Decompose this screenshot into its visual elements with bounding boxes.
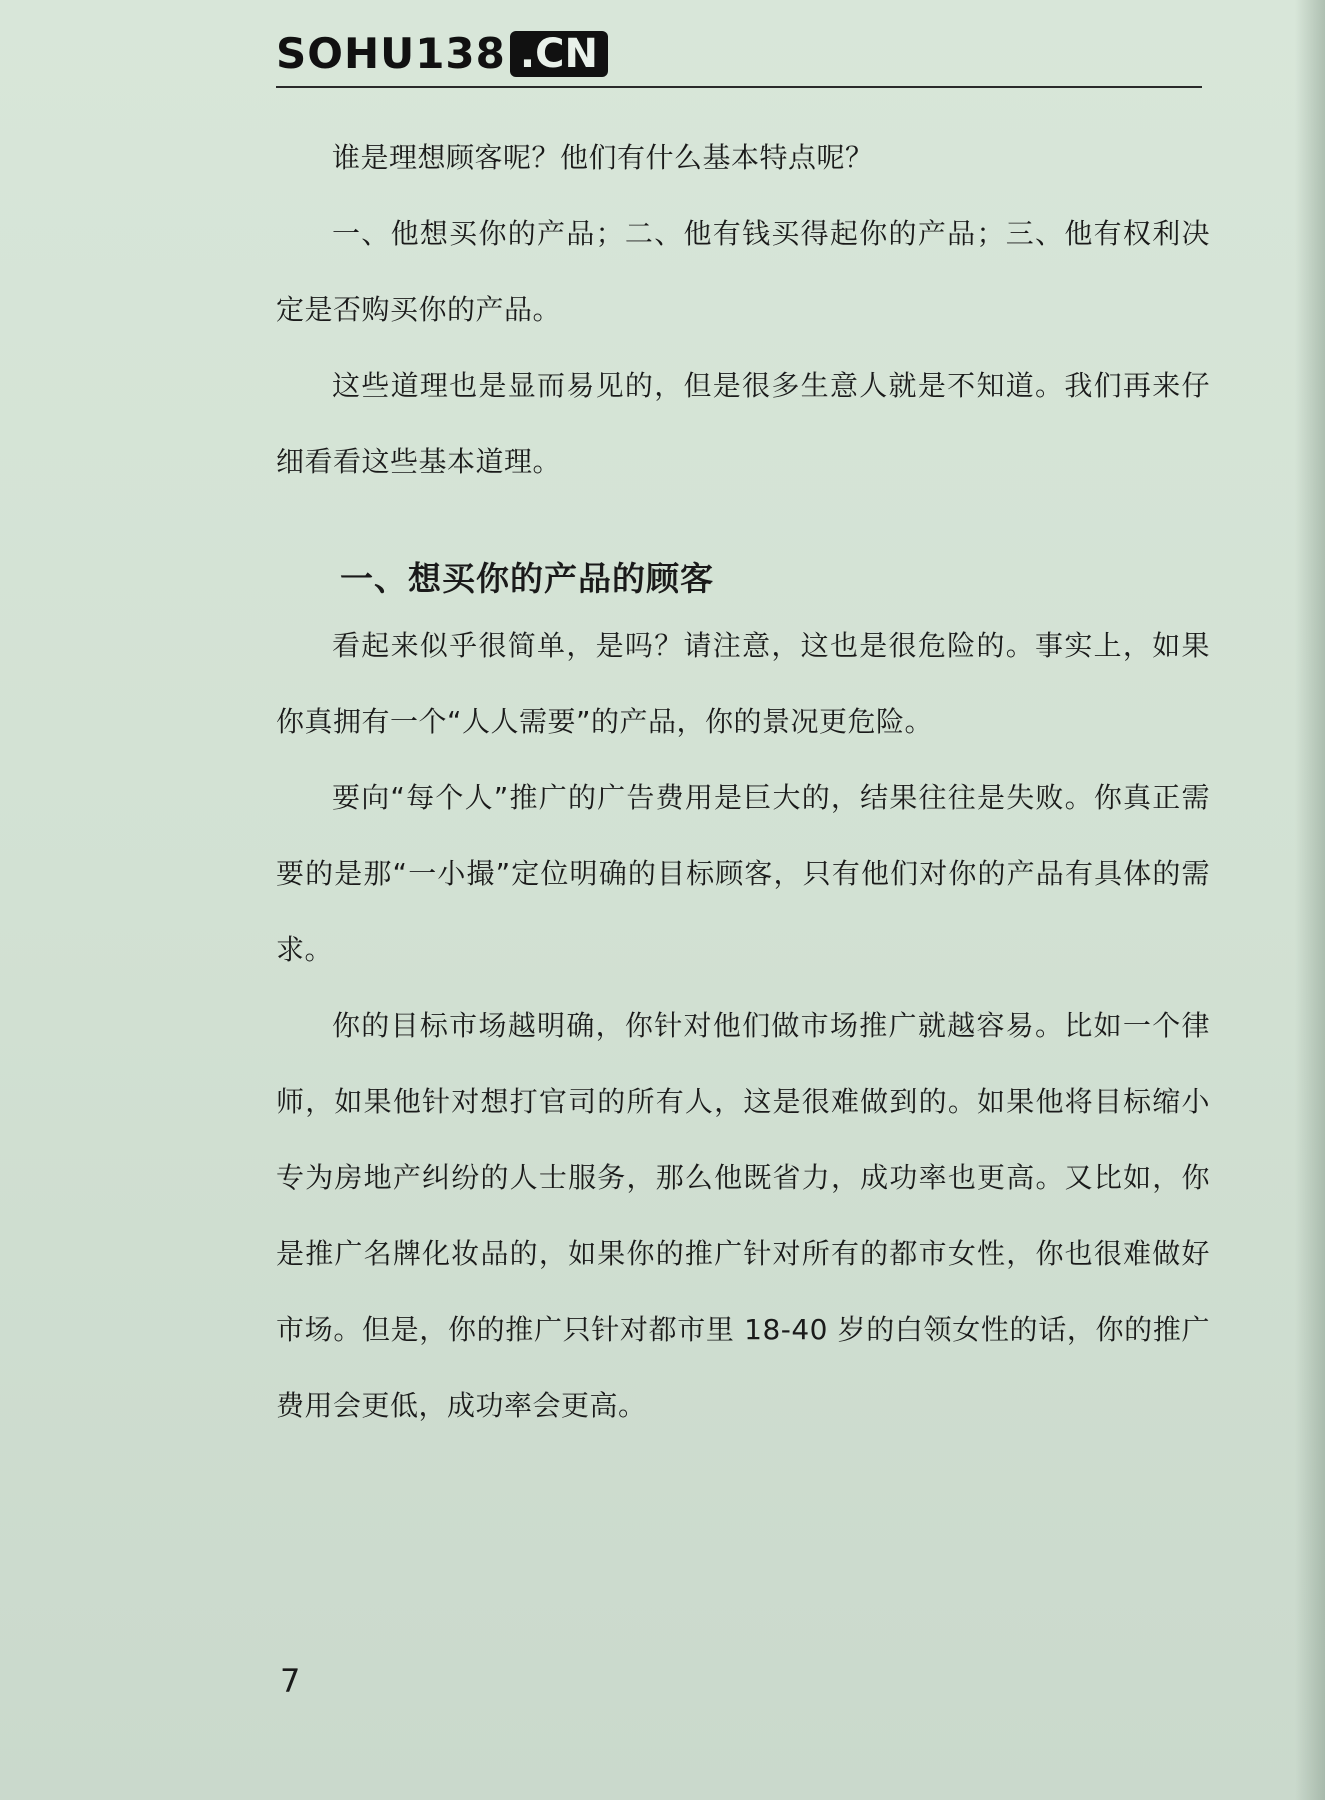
logo-text: SOHU138 <box>276 29 506 78</box>
paragraph: 要向“每个人”推广的广告费用是巨大的，结果往往是失败。你真正需要的是那“一小撮”定位明确的目标顾客，只有他们对你的产品有具体的需求。 <box>276 781 1210 966</box>
paragraph: 你的目标市场越明确，你针对他们做市场推广就越容易。比如一个律师，如果他针对想打官司的所有人，这是很难做到的。如果他将目标缩小专为房地产纠纷的人士服务，那么他既省力，成功率也更高。又比如，你是推广名牌化妆品的，如果你的推广针对所有的都市女性，你也很难做好市场。但是，你的推广只针对都市里 18-40 岁的白领女性的话，你的推广费用会更低，成功率会更高。 <box>276 1009 1210 1422</box>
paragraph: 看起来似乎很简单，是吗？请注意，这也是很危险的。事实上，如果你真拥有一个“人人需要”的产品，你的景况更危险。 <box>276 629 1210 738</box>
section-heading: 一、想买你的产品的顾客 <box>340 559 714 598</box>
header-rule <box>276 86 1202 88</box>
paragraph: 谁是理想顾客呢？他们有什么基本特点呢？ <box>332 141 874 174</box>
page-number: 7 <box>280 1662 301 1700</box>
paragraph: 一、他想买你的产品；二、他有钱买得起你的产品；三、他有权利决定是否购买你的产品。 <box>276 217 1210 326</box>
logo-domain-box: .CN <box>510 31 608 77</box>
paragraph: 这些道理也是显而易见的，但是很多生意人就是不知道。我们再来仔细看看这些基本道理。 <box>276 369 1210 478</box>
page-header <box>276 28 1202 86</box>
sohu138-logo <box>276 28 608 80</box>
body-text <box>276 120 1210 1444</box>
